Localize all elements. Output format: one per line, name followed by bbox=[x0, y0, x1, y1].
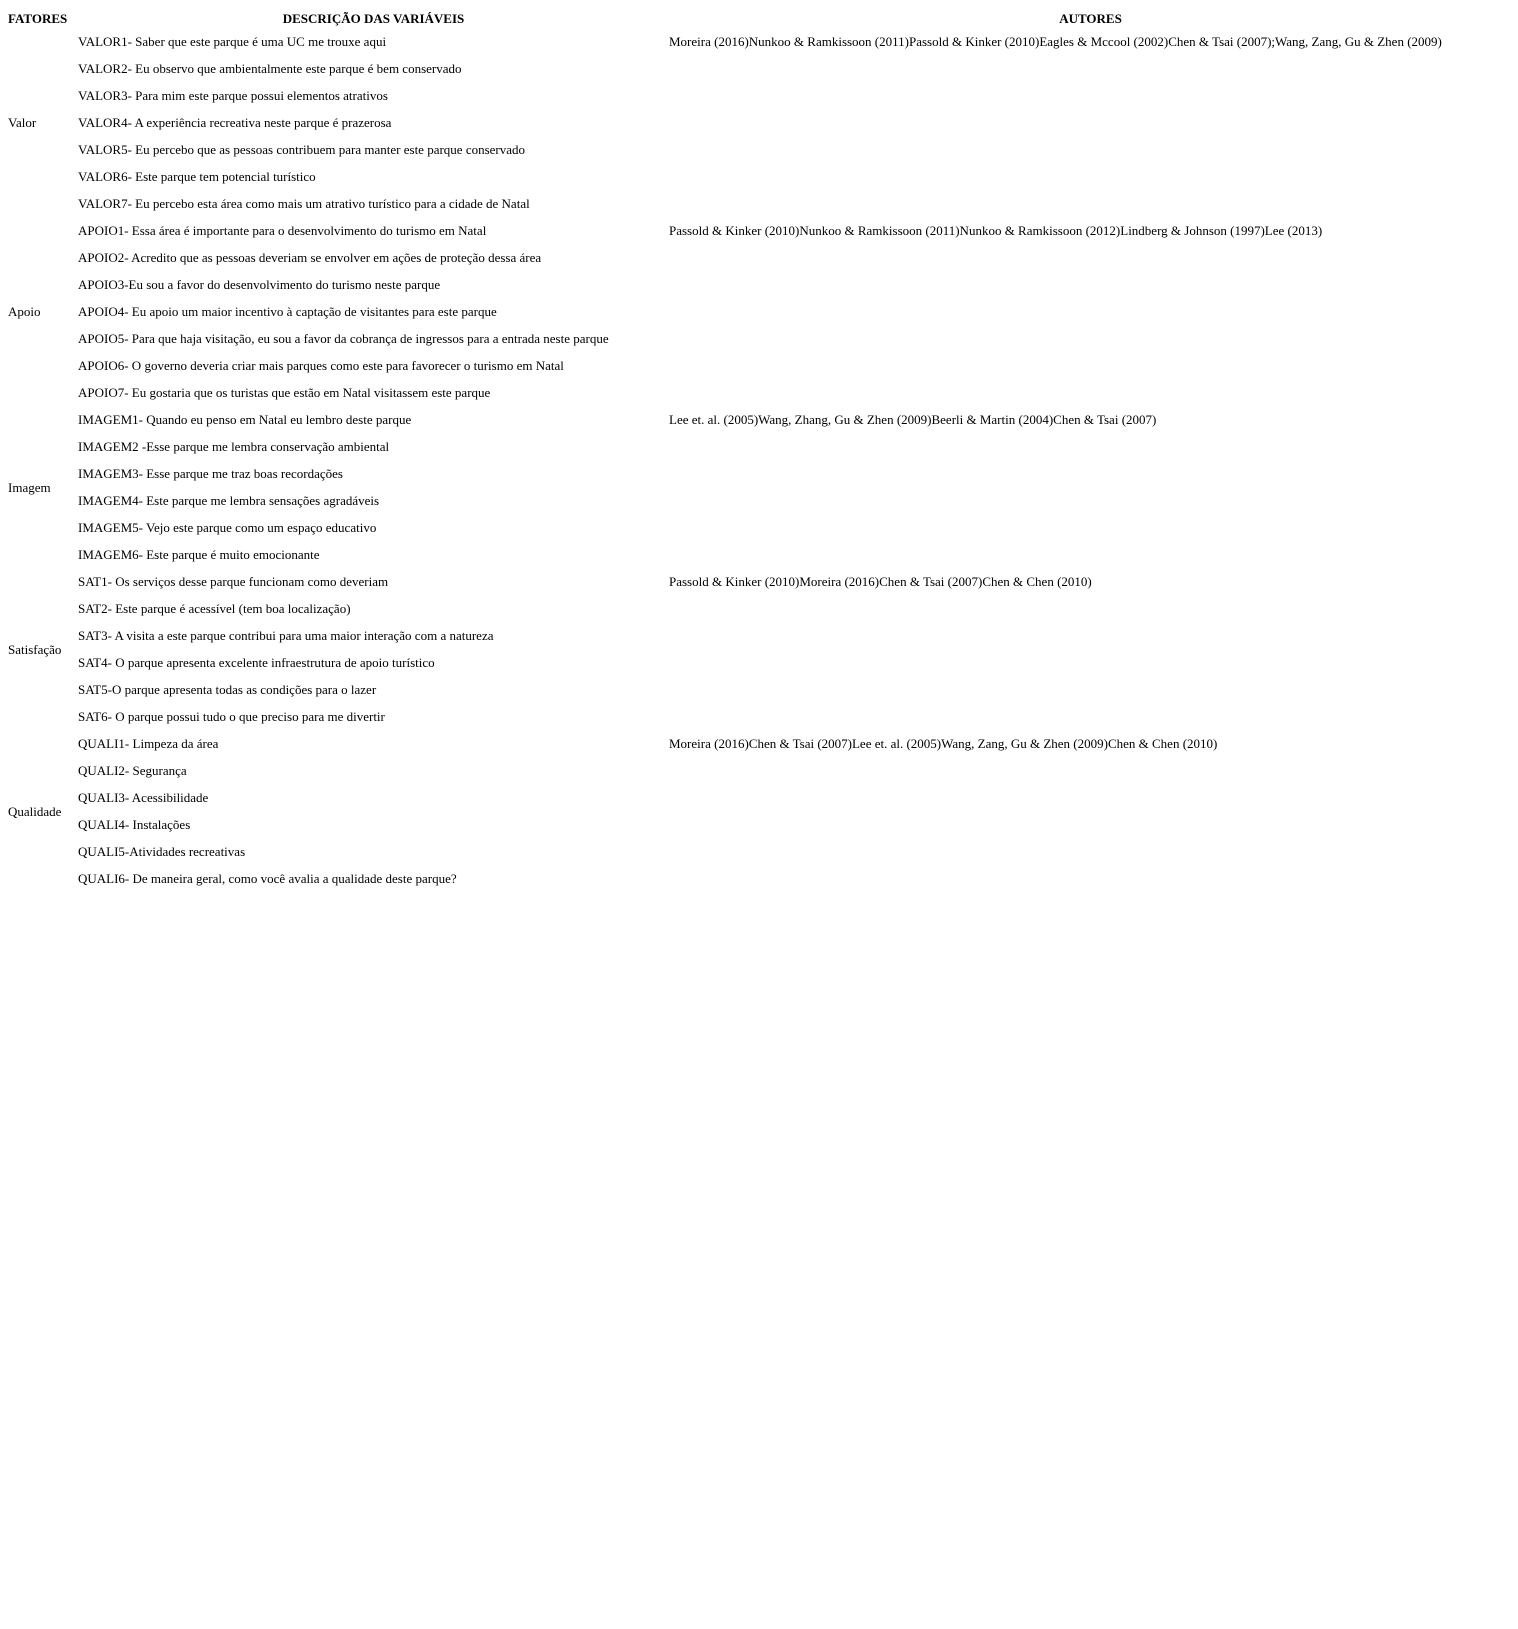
variable-description-cell: APOIO2- Acredito que as pessoas deveriam se envolver em ações de proteção dessa área bbox=[78, 250, 542, 265]
variable-description-cell: SAT4- O parque apresenta excelente infraestrutura de apoio turístico bbox=[78, 655, 435, 670]
variable-description-cell: QUALI4- Instalações bbox=[78, 817, 191, 832]
table-row bbox=[8, 649, 1512, 676]
authors-cell-empty bbox=[669, 784, 1512, 811]
variable-description-cell: VALOR4- A experiência recreativa neste parque é prazerosa bbox=[78, 115, 392, 130]
table-row bbox=[8, 433, 1512, 460]
header-row bbox=[8, 8, 1512, 28]
authors-cell-empty bbox=[669, 190, 1512, 217]
variable-description-cell: IMAGEM5- Vejo este parque como um espaço educativo bbox=[78, 520, 377, 535]
table-body bbox=[8, 28, 1512, 892]
variable-description-cell: VALOR1- Saber que este parque é uma UC me trouxe aqui bbox=[78, 34, 387, 49]
table-row bbox=[8, 163, 1512, 190]
variable-description-cell: APOIO7- Eu gostaria que os turistas que estão em Natal visitassem este parque bbox=[78, 385, 491, 400]
header-description: DESCRIÇÃO DAS VARIÁVEIS bbox=[282, 10, 465, 26]
table-row bbox=[8, 190, 1512, 217]
variable-description-cell: VALOR2- Eu observo que ambientalmente este parque é bem conservado bbox=[78, 61, 462, 76]
authors-cell-empty bbox=[669, 325, 1512, 352]
variable-description-cell: APOIO5- Para que haja visitação, eu sou a favor da cobrança de ingressos para a entrada neste parque bbox=[78, 331, 609, 346]
table-row bbox=[8, 676, 1512, 703]
variable-description-cell: IMAGEM2 -Esse parque me lembra conservação ambiental bbox=[78, 439, 390, 454]
authors-cell-empty bbox=[669, 433, 1512, 460]
authors-cell-empty bbox=[669, 514, 1512, 541]
authors-cell-empty bbox=[669, 271, 1512, 298]
table-row bbox=[8, 244, 1512, 271]
variable-description-cell: APOIO6- O governo deveria criar mais parques como este para favorecer o turismo em Natal bbox=[78, 358, 564, 373]
variable-description-cell: QUALI5-Atividades recreativas bbox=[78, 844, 246, 859]
table-row bbox=[8, 838, 1512, 865]
variable-description-cell: SAT2- Este parque é acessível (tem boa localização) bbox=[78, 601, 351, 616]
authors-cell-empty bbox=[669, 865, 1512, 892]
table-row bbox=[8, 460, 1512, 487]
authors-cell-empty bbox=[669, 460, 1512, 487]
factor-cell: Valor bbox=[8, 115, 37, 130]
table-row bbox=[8, 811, 1512, 838]
authors-cell-empty bbox=[669, 649, 1512, 676]
variable-description-cell: IMAGEM3- Esse parque me traz boas recordações bbox=[78, 466, 343, 481]
factor-cell: Satisfação bbox=[8, 641, 62, 657]
authors-cell-empty bbox=[669, 109, 1512, 136]
table-row bbox=[8, 298, 1512, 325]
variable-description-cell: QUALI1- Limpeza da área bbox=[78, 736, 219, 751]
authors-cell: Moreira (2016)Chen & Tsai (2007)Lee et. al. (2005)Wang, Zang, Gu & Zhen (2009)Chen & Chen (2010) bbox=[669, 736, 1218, 751]
header-authors: AUTORES bbox=[1059, 10, 1122, 26]
factors-table bbox=[8, 8, 1512, 892]
authors-cell: Passold & Kinker (2010)Moreira (2016)Chen & Tsai (2007)Chen & Chen (2010) bbox=[669, 574, 1092, 589]
authors-cell-empty bbox=[669, 352, 1512, 379]
variable-description-cell: QUALI3- Acessibilidade bbox=[78, 790, 209, 805]
table-row bbox=[8, 757, 1512, 784]
variable-description-cell: SAT1- Os serviços desse parque funcionam como deveriam bbox=[78, 574, 389, 589]
authors-cell: Passold & Kinker (2010)Nunkoo & Ramkissoon (2011)Nunkoo & Ramkissoon (2012)Lindberg & Johnson (1997)Lee (2013) bbox=[669, 223, 1323, 238]
variable-description-cell: QUALI6- De maneira geral, como você avalia a qualidade deste parque? bbox=[78, 871, 457, 886]
variable-description-cell: APOIO1- Essa área é importante para o desenvolvimento do turismo em Natal bbox=[78, 223, 487, 238]
variable-description-cell: IMAGEM4- Este parque me lembra sensações agradáveis bbox=[78, 493, 380, 508]
authors-cell-empty bbox=[669, 298, 1512, 325]
variable-description-cell: IMAGEM6- Este parque é muito emocionante bbox=[78, 547, 320, 562]
table-row bbox=[8, 487, 1512, 514]
table-row bbox=[8, 784, 1512, 811]
table-row bbox=[8, 406, 1512, 433]
factor-cell: Apoio bbox=[8, 304, 41, 319]
table-row bbox=[8, 595, 1512, 622]
authors-cell-empty bbox=[669, 703, 1512, 730]
authors-cell-empty bbox=[669, 55, 1512, 82]
authors-cell-empty bbox=[669, 838, 1512, 865]
table-row bbox=[8, 109, 1512, 136]
header-factor: FATORES bbox=[8, 10, 68, 26]
table-row bbox=[8, 703, 1512, 730]
authors-cell: Lee et. al. (2005)Wang, Zhang, Gu & Zhen (2009)Beerli & Martin (2004)Chen & Tsai (2007) bbox=[669, 412, 1157, 427]
variable-description-cell: SAT6- O parque possui tudo o que preciso para me divertir bbox=[78, 709, 385, 724]
authors-cell-empty bbox=[669, 595, 1512, 622]
table-row bbox=[8, 82, 1512, 109]
table-row bbox=[8, 271, 1512, 298]
factor-cell: Imagem bbox=[8, 479, 51, 495]
authors-cell-empty bbox=[669, 379, 1512, 406]
table-row bbox=[8, 730, 1512, 757]
table-row bbox=[8, 217, 1512, 244]
authors-cell-empty bbox=[669, 136, 1512, 163]
table-row bbox=[8, 541, 1512, 568]
authors-cell-empty bbox=[669, 541, 1512, 568]
variable-description-cell: SAT3- A visita a este parque contribui para uma maior interação com a natureza bbox=[78, 628, 494, 643]
table-row bbox=[8, 379, 1512, 406]
table-row bbox=[8, 55, 1512, 82]
authors-cell: Moreira (2016)Nunkoo & Ramkissoon (2011)Passold & Kinker (2010)Eagles & Mccool (2002)Chen & Tsai (2007);Wang, Zang, Gu & Zhen (2009) bbox=[669, 34, 1442, 49]
table-row bbox=[8, 325, 1512, 352]
table-row bbox=[8, 568, 1512, 595]
table-row bbox=[8, 622, 1512, 649]
table-row bbox=[8, 352, 1512, 379]
authors-cell-empty bbox=[669, 244, 1512, 271]
variable-description-cell: VALOR7- Eu percebo esta área como mais um atrativo turístico para a cidade de Natal bbox=[78, 196, 530, 211]
table-row bbox=[8, 136, 1512, 163]
authors-cell-empty bbox=[669, 82, 1512, 109]
variable-description-cell: IMAGEM1- Quando eu penso em Natal eu lembro deste parque bbox=[78, 412, 412, 427]
table-row bbox=[8, 28, 1512, 55]
table-row bbox=[8, 514, 1512, 541]
authors-cell-empty bbox=[669, 811, 1512, 838]
authors-cell-empty bbox=[669, 676, 1512, 703]
variable-description-cell: APOIO3-Eu sou a favor do desenvolvimento do turismo neste parque bbox=[78, 277, 441, 292]
variable-description-cell: VALOR3- Para mim este parque possui elementos atrativos bbox=[78, 88, 388, 103]
authors-cell-empty bbox=[669, 487, 1512, 514]
variable-description-cell: VALOR5- Eu percebo que as pessoas contribuem para manter este parque conservado bbox=[78, 142, 526, 157]
factor-cell: Qualidade bbox=[8, 803, 62, 819]
variable-description-cell: VALOR6- Este parque tem potencial turístico bbox=[78, 169, 316, 184]
variable-description-cell: QUALI2- Segurança bbox=[78, 763, 187, 778]
variable-description-cell: APOIO4- Eu apoio um maior incentivo à captação de visitantes para este parque bbox=[78, 304, 497, 319]
table-row bbox=[8, 865, 1512, 892]
variable-description-cell: SAT5-O parque apresenta todas as condições para o lazer bbox=[78, 682, 377, 697]
authors-cell-empty bbox=[669, 163, 1512, 190]
authors-cell-empty bbox=[669, 622, 1512, 649]
authors-cell-empty bbox=[669, 757, 1512, 784]
